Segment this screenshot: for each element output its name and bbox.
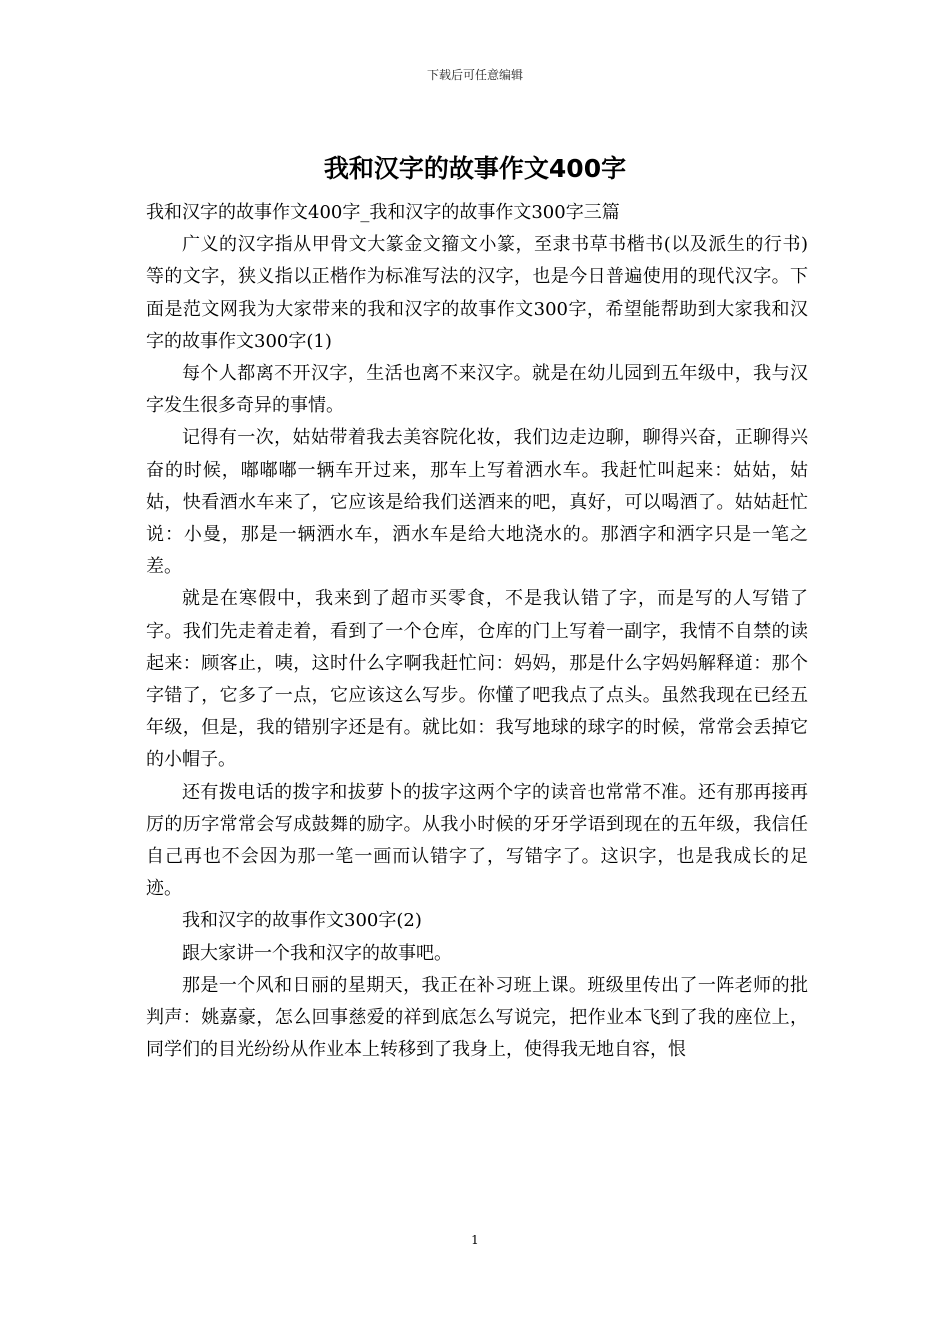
- paragraph: 每个人都离不开汉字，生活也离不来汉字。就是在幼儿园到五年级中，我与汉字发生很多奇异的事情。: [146, 363, 808, 417]
- paragraph: 就是在寒假中，我来到了超市买零食，不是我认错了字，而是写的人写错了字。我们先走着走着，看到了一个仓库，仓库的门上写着一副字，我情不自禁的读起来：顾客止，咦，这时什么字啊我赶忙问：妈妈，那是什么字妈妈解释道：那个字错了，它多了一点，它应该这么写步。你懂了吧我点了点头。虽然我现在已经五年级，但是，我的错别字还是有。就比如：我写地球的球字的时候，常常会丢掉它的小帽子。: [146, 588, 808, 771]
- document-body: [146, 197, 808, 1066]
- section-heading: 我和汉字的故事作文300字(2): [182, 910, 422, 932]
- paragraph: 跟大家讲一个我和汉字的故事吧。: [182, 942, 452, 964]
- paragraph: 还有拨电话的拨字和拔萝卜的拔字这两个字的读音也常常不准。还有那再接再厉的历字常常会写成鼓舞的励字。从我小时候的牙牙学语到现在的五年级，我信任自己再也不会因为那一笔一画而认错字了，写错字了。这识字，也是我成长的足迹。: [146, 781, 808, 900]
- paragraph: 广义的汉字指从甲骨文大篆金文籀文小篆，至隶书草书楷书(以及派生的行书)等的文字，狭义指以正楷作为标准写法的汉字，也是今日普遍使用的现代汉字。下面是范文网我为大家带来的我和汉字的故事作文300字，希望能帮助到大家我和汉字的故事作文300字(1): [146, 234, 808, 352]
- document-title: 我和汉字的故事作文400字: [323, 154, 627, 183]
- document-subtitle: 我和汉字的故事作文400字_我和汉字的故事作文300字三篇: [146, 202, 620, 223]
- paragraph: 记得有一次，姑姑带着我去美容院化妆，我们边走边聊，聊得兴奋，正聊得兴奋的时候，嘟嘟嘟一辆车开过来，那车上写着洒水车。我赶忙叫起来：姑姑，姑姑，快看酒水车来了，它应该是给我们送酒来的吧，真好，可以喝酒了。姑姑赶忙说：小曼，那是一辆洒水车，洒水车是给大地浇水的。那酒字和洒字只是一笔之差。: [146, 427, 808, 578]
- page-header: 下载后可任意编辑: [426, 68, 523, 82]
- page-number: 1: [471, 1233, 479, 1247]
- paragraph: 那是一个风和日丽的星期天，我正在补习班上课。班级里传出了一阵老师的批判声：姚嘉豪，怎么回事慈爱的祥到底怎么写说完，把作业本飞到了我的座位上，同学们的目光纷纷从作业本上转移到了我身上，使得我无地自容，恨: [146, 974, 808, 1061]
